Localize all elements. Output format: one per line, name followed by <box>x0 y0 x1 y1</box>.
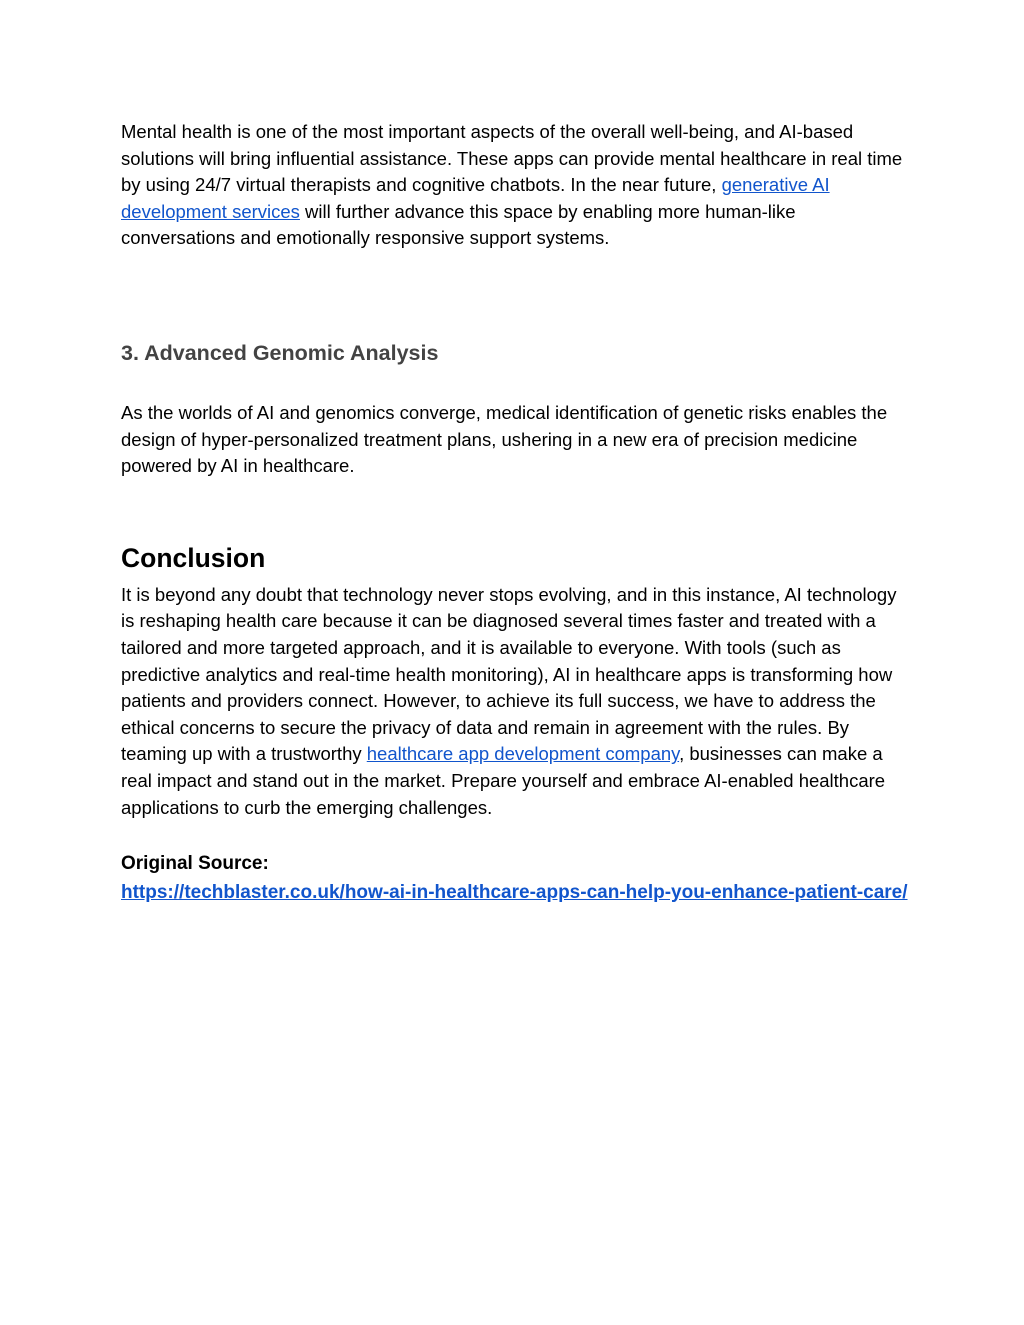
conclusion-text-end: , businesses can make a real impact and stand out in the market. Prepare yourself and embrace AI-enabled healthcare applications to curb the emerging challenges. <box>121 743 886 818</box>
original-source-link[interactable]: https://techblaster.co.uk/how-ai-in-healthcare-apps-can-help-you-enhance-patient-care/ <box>121 882 908 904</box>
document-page <box>121 119 911 907</box>
mental-health-text-start: Mental health is one of the most important aspects of the overall well-being, and AI-based solutions will bring influential assistance. These apps can provide mental healthcare in real time by using 24/7 virtual therapists and cognitive chatbots. In the near future, <box>121 121 903 196</box>
conclusion-text-start: It is beyond any doubt that technology never stops evolving, and in this instance, AI technology is reshaping health care because it can be diagnosed several times faster and treated with a tailored and more targeted approach, and it is available to everyone. With tools (such as predictive analytics and real-time health monitoring), AI in healthcare apps is transforming how patients and providers connect. However, to achieve its full success, we have to address the ethical concerns to secure the privacy of data and remain in agreement with the rules. By teaming up with a trustworthy <box>121 583 897 765</box>
mental-health-paragraph <box>121 119 911 252</box>
genomic-analysis-heading: 3. Advanced Genomic Analysis <box>121 340 439 365</box>
original-source-label: Original Source: <box>121 853 269 875</box>
conclusion-paragraph <box>121 582 911 821</box>
original-source-paragraph <box>121 878 911 907</box>
mental-health-text-end: will further advance this space by enabling more human-like conversations and emotionally responsive support systems. <box>121 200 796 249</box>
genomic-analysis-paragraph: As the worlds of AI and genomics converge, medical identification of genetic risks enables the design of hyper-personalized treatment plans, ushering in a new era of precision medicine powered by AI in healthcare. <box>121 401 888 477</box>
conclusion-heading: Conclusion <box>121 542 266 573</box>
generative-ai-services-link[interactable]: generative AI development services <box>121 174 830 222</box>
healthcare-app-company-link[interactable]: healthcare app development company <box>366 743 680 765</box>
